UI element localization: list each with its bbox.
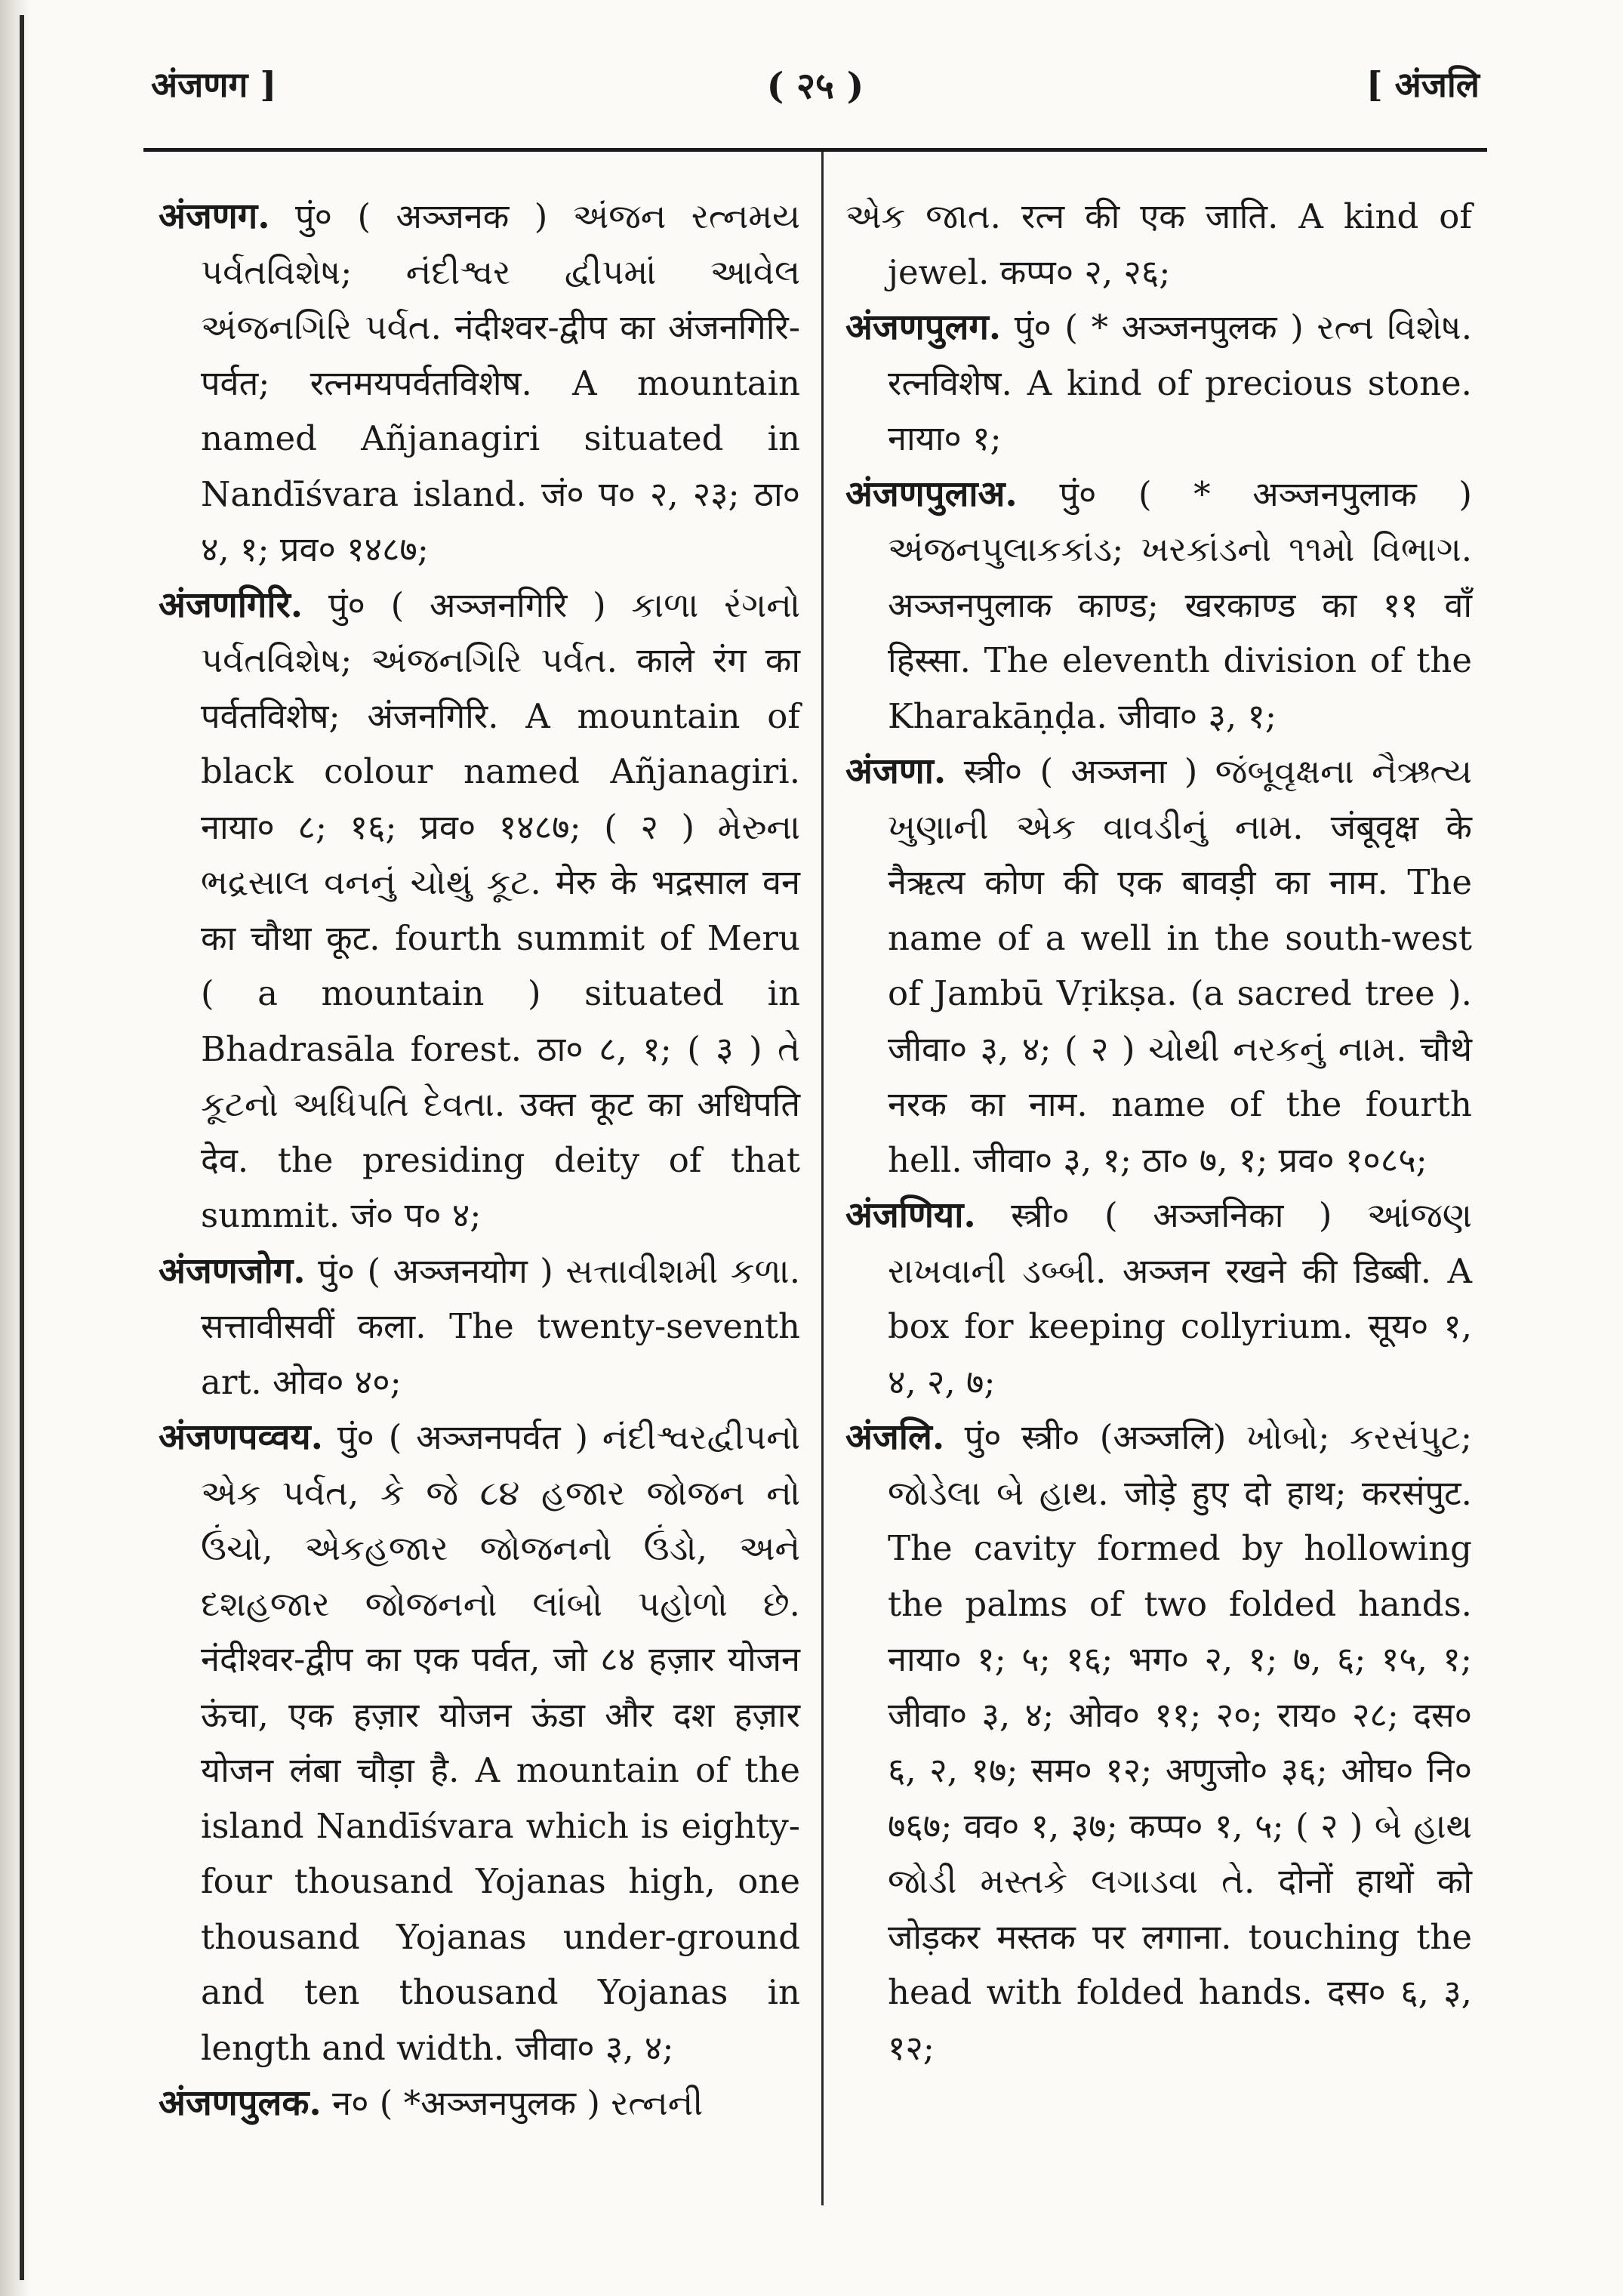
dictionary-entry <box>845 300 1472 467</box>
entry-headword: अंजणपुलग. <box>845 307 1002 348</box>
entry-text: पुं० ( अञ्जनपर्वत ) નંદીશ્વરદ્વીપનો એક પર્વત, કે જે ૮૪ હજાર જોજન નો ઉંચો, એકહજાર જોજનનો ઉંડો, અને દશહજાર જોજનનો લાંબો પહોળો છે. नंदीश्वर-द्वीप का एक पर्वत, जो ८४ हज़ार योजन ऊंचा, एक हज़ार योजन ऊंडा और दश हज़ार योजन लंबा चौड़ा है. A mountain of the island Nandīśvara which is eighty-four thousand Yojanas high, one thousand Yojanas under-ground and ten thousand Yojanas in length and width. जीवा० ३, ४; <box>201 1417 801 2068</box>
dictionary-entry <box>159 578 800 1244</box>
header-left-guideword: अंजणग ] <box>151 64 277 105</box>
entry-text: स्त्री० ( अञ्जना ) જંબૂવૃક્ષના નૈઋત્ય ખુણાની એક વાવડીનું નામ. जंबूवृक्ष के नैऋत्य कोण की एक बावड़ी का नाम. The name of a well in the south-west of Jambū Vṛikṣa. (a sacred tree ). जीवा० ३, ४; ( २ ) ચોથી નરકનું નામ. चौथे नरक का नाम. name of the fourth hell. जीवा० ३, १; ठा० ७, १; प्रव० १०८५; <box>888 751 1472 1180</box>
header-rule <box>143 148 1487 152</box>
header-right-guideword: [ अंजलि <box>1366 64 1480 105</box>
page-header <box>151 53 1480 121</box>
dictionary-entry <box>159 1410 800 2076</box>
entry-text: न० ( *अञ्जनपुलक ) રત્નની <box>332 2083 704 2123</box>
entry-headword: अंजणजोग. <box>159 1250 306 1292</box>
entry-text: पुं० ( अञ्जनयोग ) સત્તાવીશમી કળા. सत्तावीसवीं कला. The twenty-seventh art. ओव० ४०; <box>201 1250 800 1402</box>
entry-text: पुं० ( अञ्जनगिरि ) કાળા રંગનો પર્વતવિશેષ; અંજનગિરિ પર્વત. काले रंग का पर्वतविशेष; अंजनगिरि. A mountain of black colour named Añjanagiri. नाया० ८; १६; प्रव० १४८७; ( २ ) મેરુના ભદ્રસાલ વનનું ચોથું કૂટ. मेरु के भद्रसाल वन का चौथा कूट. fourth summit of Meru ( a mountain ) situated in Bhadrasāla forest. ठा० ८, १; ( ३ ) તે કૂટનો અધિપતિ દેવતા. उक्त कूट का अधिपति देव. the presiding deity of that summit. जं० प० ४; <box>201 584 800 1235</box>
entry-headword: अंजणिया. <box>845 1194 976 1236</box>
entry-headword: अंजणपुलक. <box>159 2082 322 2124</box>
dictionary-entry <box>845 744 1472 1188</box>
dictionary-entry <box>845 1410 1472 2076</box>
binding-line <box>20 15 24 2280</box>
dictionary-entry <box>845 1188 1472 1410</box>
entry-text: पुं० ( * अञ्जनपुलक ) રત્ન વિશેષ. रत्नविशेष. A kind of precious stone. नाया० १; <box>888 307 1472 458</box>
entry-headword: अंजणपुलाअ. <box>845 473 1018 515</box>
entry-text: पुं० स्त्री० (अञ्जलि) ખોબો; કરસંપુટ; જોડેલા બે હાથ. जोड़े हुए दो हाथ; करसंपुट. The cavity formed by hollowing the palms of two folded hands. नाया० १; ५; १६; भग० २, १; ७, ६; १५, १; जीवा० ३, ४; ओव० ११; २०; राय० २८; दस० ६, २, १७; सम० १२; अणुजो० ३६; ओघ० नि० ७६७; वव० १, ३७; कप्प० १, ५; ( २ ) બે હાથ જોડી મસ્તકે લગાડવા તે. दोनों हाथों को जोड़कर मस्तक पर लगाना. touching the head with folded hands. दस० ६, ३, १२; <box>888 1417 1472 2068</box>
dictionary-entry <box>159 2076 800 2131</box>
entry-headword: अंजणा. <box>845 750 947 792</box>
right-column <box>845 189 1472 2076</box>
entry-text: पुं० ( अञ्जनक ) અંજન રત્નમય પર્વતવિશેષ; નંદીશ્વર દ્વીપમાં આવેલ અંજનગિરિ પર્વત. नंदीश्वर-द्वीप का अंजनगिरि-पर्वत; रत्नमयपर्वतविशेष. A mountain named Añjanagiri situated in Nandīśvara island. जं० प० २, २३; ठा० ४, १; प्रव० १४८७; <box>201 196 800 569</box>
entry-text: पुं० ( * अञ्जनपुलाक ) અંજનપુલાકકાંડ; ખરકાંડનો ૧૧મો વિભાગ. अञ्जनपुलाक काण्ड; खरकाण्ड का ११ वाँ हिस्सा. The eleventh division of the Kharakāṇḍa. जीवा० ३, १; <box>888 473 1472 736</box>
column-divider <box>821 152 824 2205</box>
entry-headword: अंजणगिरि. <box>159 584 303 626</box>
dictionary-entry-continued <box>845 189 1472 300</box>
page-number: ( २५ ) <box>766 65 864 107</box>
dictionary-entry <box>159 189 800 578</box>
entry-text: स्त्री० ( अञ्जनिका ) આંજણ રાખવાની ડબ્બી. अञ्जन रखने की डिब्बी. A box for keeping collyrium. सूय० १, ४, २, ७; <box>888 1195 1472 1402</box>
entry-text: એક જાત. रत्न की एक जाति. A kind of jewel. कप्प० २, २६; <box>845 196 1472 292</box>
entry-headword: अंजणपव्वय. <box>159 1416 323 1458</box>
left-column <box>159 189 800 2131</box>
page-binding-edge <box>0 0 30 2296</box>
dictionary-entry <box>845 467 1472 744</box>
entry-headword: अंजलि. <box>845 1416 945 1458</box>
dictionary-entry <box>159 1244 800 1410</box>
entry-headword: अंजणग. <box>159 196 270 237</box>
